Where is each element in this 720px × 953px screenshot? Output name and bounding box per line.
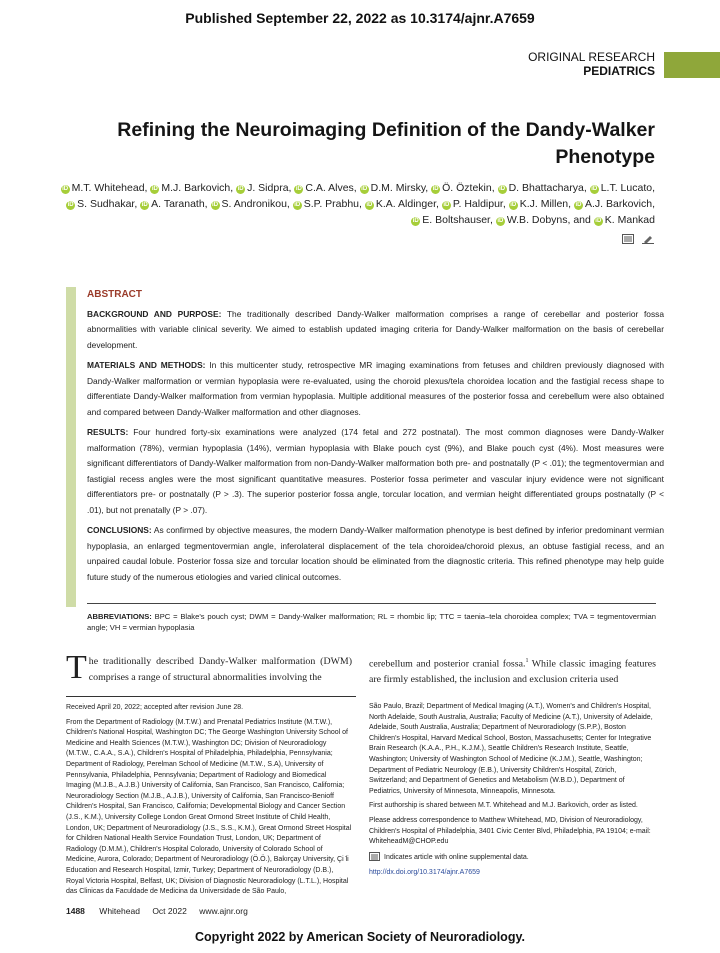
author-name: Ö. Öztekin,: [442, 182, 495, 194]
author-list: [55, 180, 655, 228]
abstract-background: BACKGROUND AND PURPOSE: The traditionally described Dandy-Walker malformation comprises a range of cerebellar and posterior fossa abnormalities with variable clinical severity. We aimed to establish updated imaging criteria for Dandy-Walker malformation on the basis of cerebellar development.: [87, 308, 664, 350]
author-name: S.P. Prabhu,: [303, 198, 362, 210]
footnote-divider: [66, 696, 356, 697]
received-dates: Received April 20, 2022; accepted after revision June 28.: [66, 704, 244, 711]
author: [61, 182, 148, 194]
author-name: K.J. Millen,: [519, 198, 572, 210]
author-name: L.T. Lucato,: [600, 182, 655, 194]
author-name: K.A. Aldinger,: [375, 198, 439, 210]
author: [498, 182, 587, 194]
correspondence: Please address correspondence to Matthew Whitehead, MD, Division of Neuroradiology, Children's Hospital of Philadelphia, 3401 Civic Center Blvd, Philadelphia, PA 19104; e-mail: WhiteheadM@CHOP.edu: [369, 816, 651, 846]
full-text-icon[interactable]: [622, 231, 634, 241]
author: [150, 182, 233, 194]
author-name: M.T. Whitehead,: [71, 182, 148, 194]
body-text-right: cerebellum and posterior cranial fossa.$^1$ While classic imaging features are firmly established, the inclusion and exclusion criteria used: [369, 658, 656, 685]
author-name: D.M. Mirsky,: [370, 182, 429, 194]
page-footer: [66, 906, 258, 916]
orcid-icon[interactable]: iD: [575, 202, 582, 208]
author-name: K. Mankad: [604, 214, 655, 226]
author: [590, 182, 655, 194]
section-color-tab: [664, 52, 720, 78]
article-tools: [618, 231, 654, 249]
orcid-icon[interactable]: iD: [595, 218, 602, 224]
orcid-icon[interactable]: iD: [237, 186, 244, 192]
orcid-icon[interactable]: iD: [412, 218, 419, 224]
author-name: D. Bhattacharya,: [508, 182, 587, 194]
author: [236, 182, 291, 194]
footnotes-left: [66, 703, 352, 902]
author: [574, 198, 655, 210]
orcid-icon[interactable]: iD: [141, 202, 148, 208]
abstract-conclusions: CONCLUSIONS: As confirmed by objective measures, the modern Dandy-Walker malformation phenotype is best defined by inferior predominant vermian hypoplasia, an enlarged tegmentovermian angle, inferolateral displacement of the tela choroidea/choroid plexus, an obtuse fastigial recess, and an unpaired caudal lobule. Posterior fossa size and torcular location should be eliminated from the diagnostic criteria. This refined phenotype may help guide future study of the numerous etiologies and varied clinical outcomes.: [87, 525, 664, 582]
abstract-heading: ABSTRACT: [87, 289, 142, 300]
orcid-icon[interactable]: iD: [151, 186, 158, 192]
author: [66, 198, 137, 210]
orcid-icon[interactable]: iD: [295, 186, 302, 192]
orcid-icon[interactable]: iD: [67, 202, 74, 208]
author: [294, 182, 356, 194]
abstract-results: RESULTS: Four hundred forty-six examinations were analyzed (174 fetal and 272 postnatal). The most common diagnoses were Dandy-Walker malformation (78%), vermian hypoplasia (14%), vermian hypoplasia with Blake pouch cyst (9%), and Blake pouch cyst (4%). Most measures were significant differentiators of Dandy-Walker malformation from non-Dandy-Walker malformation both pre- and postnatally (P < .01); the tegmentovermian and fastigial recess angles were the most significant quantitative measures. Posterior fossa perimeter and vascular injury evidence were not significant differentiators pre- or postnatally (P > .3). The superior posterior fossa angle, torcular location, and vermian height differentiated groups postnatally (P < .01), but not prenatally (P > .07).: [87, 427, 664, 515]
author: [509, 198, 571, 210]
author: [360, 182, 429, 194]
section-subcategory: PEDIATRICS: [583, 64, 655, 78]
drop-cap: T: [66, 649, 87, 686]
section-category: ORIGINAL RESEARCH: [528, 50, 655, 64]
author: [496, 214, 571, 226]
publication-banner: Published September 22, 2022 as 10.3174/ajnr.A7659: [185, 10, 535, 26]
edit-pencil-icon[interactable]: [642, 231, 654, 241]
author-name: P. Haldipur,: [452, 198, 506, 210]
orcid-icon[interactable]: iD: [591, 186, 598, 192]
author: [140, 198, 207, 210]
page-number: 1488: [66, 906, 85, 916]
footer-date: Oct 2022: [152, 906, 187, 916]
abstract-box: [66, 287, 666, 607]
section-label: [528, 50, 655, 78]
orcid-icon[interactable]: iD: [62, 186, 69, 192]
author-name: S. Andronikou,: [221, 198, 290, 210]
orcid-icon[interactable]: iD: [212, 202, 219, 208]
author: [411, 214, 493, 226]
author: [442, 198, 506, 210]
author: [365, 198, 439, 210]
abstract-methods: MATERIALS AND METHODS: In this multicenter study, retrospective MR imaging examinations from fetuses and children previously diagnosed with Dandy-Walker malformation or vermian hypoplasia were re-evaluated, using the choroid plexus/tela choroidea location and the fastigial recess shape to differentiate Dandy-Walker malformation from vermian hypoplasia. Multiple additional measures of the posterior fossa and cerebellum were also obtained and compared between Dandy-Walker malformation and other diagnoses.: [87, 360, 664, 417]
orcid-icon[interactable]: iD: [432, 186, 439, 192]
author-name: C.A. Alves,: [305, 182, 357, 194]
author-name: A.J. Barkovich,: [584, 198, 655, 210]
footer-author: Whitehead: [99, 906, 140, 916]
author: [594, 214, 655, 226]
author-name: M.J. Barkovich,: [161, 182, 234, 194]
footer-site[interactable]: www.ajnr.org: [199, 906, 248, 916]
author-name: A. Taranath,: [151, 198, 208, 210]
footnotes-right: [369, 702, 656, 879]
author-name: W.B. Dobyns,: [506, 214, 571, 226]
affiliations: From the Department of Radiology (M.T.W.) and Prenatal Pediatrics Institute (M.T.W.), Children's National Hospital, Washington DC; The George Washington University School of Medicine and Health Sciences (M.T.W.), Washington DC; Division of Neuroradiology (M.T.W., C.A.A., S.A.), Children's Hospital of Philadelphia, Philadelphia, Pennsylvania; Department of Radiology, Perelman School of Medicine (M.T.W., S.A), University of Pennsylvania, Philadelphia, Pennsylvania; Department of Radiology and Biomedical Imaging (M.J.B., A.J.B.) University of California, San Francisco, San Francisco, California; Neuroradiology Section (M.J.B., A.J.B.), University of California, San Francisco-Benioff Children's Hospital, San Francisco, California; Developmental Biology and Cancer Section (J.S., K.M.), University College London Great Ormond Street Institute of Child Health, London, UK; Department of Neuroradiology (J.S., S.S., K.M.), Great Ormond Street Hospital for Children National Health Service Foundation Trust, London, UK; Department of Radiology (D.M.M.), Children's Hospital Colorado, University of Colorado School of Medicine, Aurora, Colorado; Department of Neuroradiology (Ö.Ö.), Bakırçay University, Çi ̇li Education and Research Hospital, Izmir, Turkey; Department of Neuroradiology (D.B.), Royal Victoria Hospital, Belfast, UK; Division of Diagnostic Neuroradiology (L.T.L.), Hospital das Clinicas da Faculdade de Medicina da Universidade de São Paulo,: [66, 718, 352, 896]
orcid-icon[interactable]: iD: [497, 218, 504, 224]
supplemental-note: Indicates article with online supplemental data.: [369, 852, 656, 866]
author-name: S. Sudhakar,: [77, 198, 138, 210]
orcid-icon[interactable]: iD: [361, 186, 368, 192]
abbreviations: ABBREVIATIONS: BPC = Blake's pouch cyst; DWM = Dandy-Walker malformation; RL = rhombic lip; TTC = taenia–tela choroidea complex; TVA = tegmentovermian angle; VH = vermian hypoplasia: [87, 612, 656, 632]
abbreviations-divider: [87, 603, 656, 604]
article-title: Refining the Neuroimaging Definition of the Dandy-Walker Phenotype: [117, 119, 655, 168]
copyright-notice: Copyright 2022 by American Society of Neuroradiology.: [195, 930, 525, 944]
author: [293, 198, 362, 210]
orcid-icon[interactable]: iD: [499, 186, 506, 192]
orcid-icon[interactable]: iD: [294, 202, 301, 208]
supplemental-data-icon: [369, 852, 380, 866]
body-text-left: The traditionally described Dandy-Walker malformation (DWM) comprises a range of structural abnormalities involving the: [66, 649, 352, 686]
authorship-note: First authorship is shared between M.T. Whitehead and M.J. Barkovich, order as listed.: [369, 802, 638, 810]
author-name: E. Boltshauser,: [422, 214, 493, 226]
author-name: J. Sidpra,: [247, 182, 292, 194]
orcid-icon[interactable]: iD: [510, 202, 517, 208]
orcid-icon[interactable]: iD: [443, 202, 450, 208]
author-conjunction: and: [573, 214, 591, 226]
orcid-icon[interactable]: iD: [366, 202, 373, 208]
author: [431, 182, 495, 194]
doi-link[interactable]: http://dx.doi.org/10.3174/ajnr.A7659: [369, 869, 480, 877]
affiliations-continued: São Paulo, Brazil; Department of Medical Imaging (A.T.), Women's and Children's Hospital, North Adelaide, South Australia, Australia; Faculty of Medicine (A.T.), University of Adelaide, Adelaide, South Australia, Australia; Department of Neuroradiology (S.P.P.), Boston Children's Hospital, Harvard Medical School, Boston, Massachusetts; Center for Integrative Brain Research (K.A.A., P.H., K.J.M.), Seattle Children's Research Institute, Seattle, Washington; University of Washington School of Medicine (K.J.M.), Seattle, Washington; Department of Pediatric Neurology (E.B.), University Children's Hospital, Zürich, Switzerland; and Department of Genetics and Metabolism (W.B.D.), Department of Pediatrics, University of Minnesota, Minneapolis, Minnesota.: [369, 703, 653, 795]
author: [211, 198, 290, 210]
